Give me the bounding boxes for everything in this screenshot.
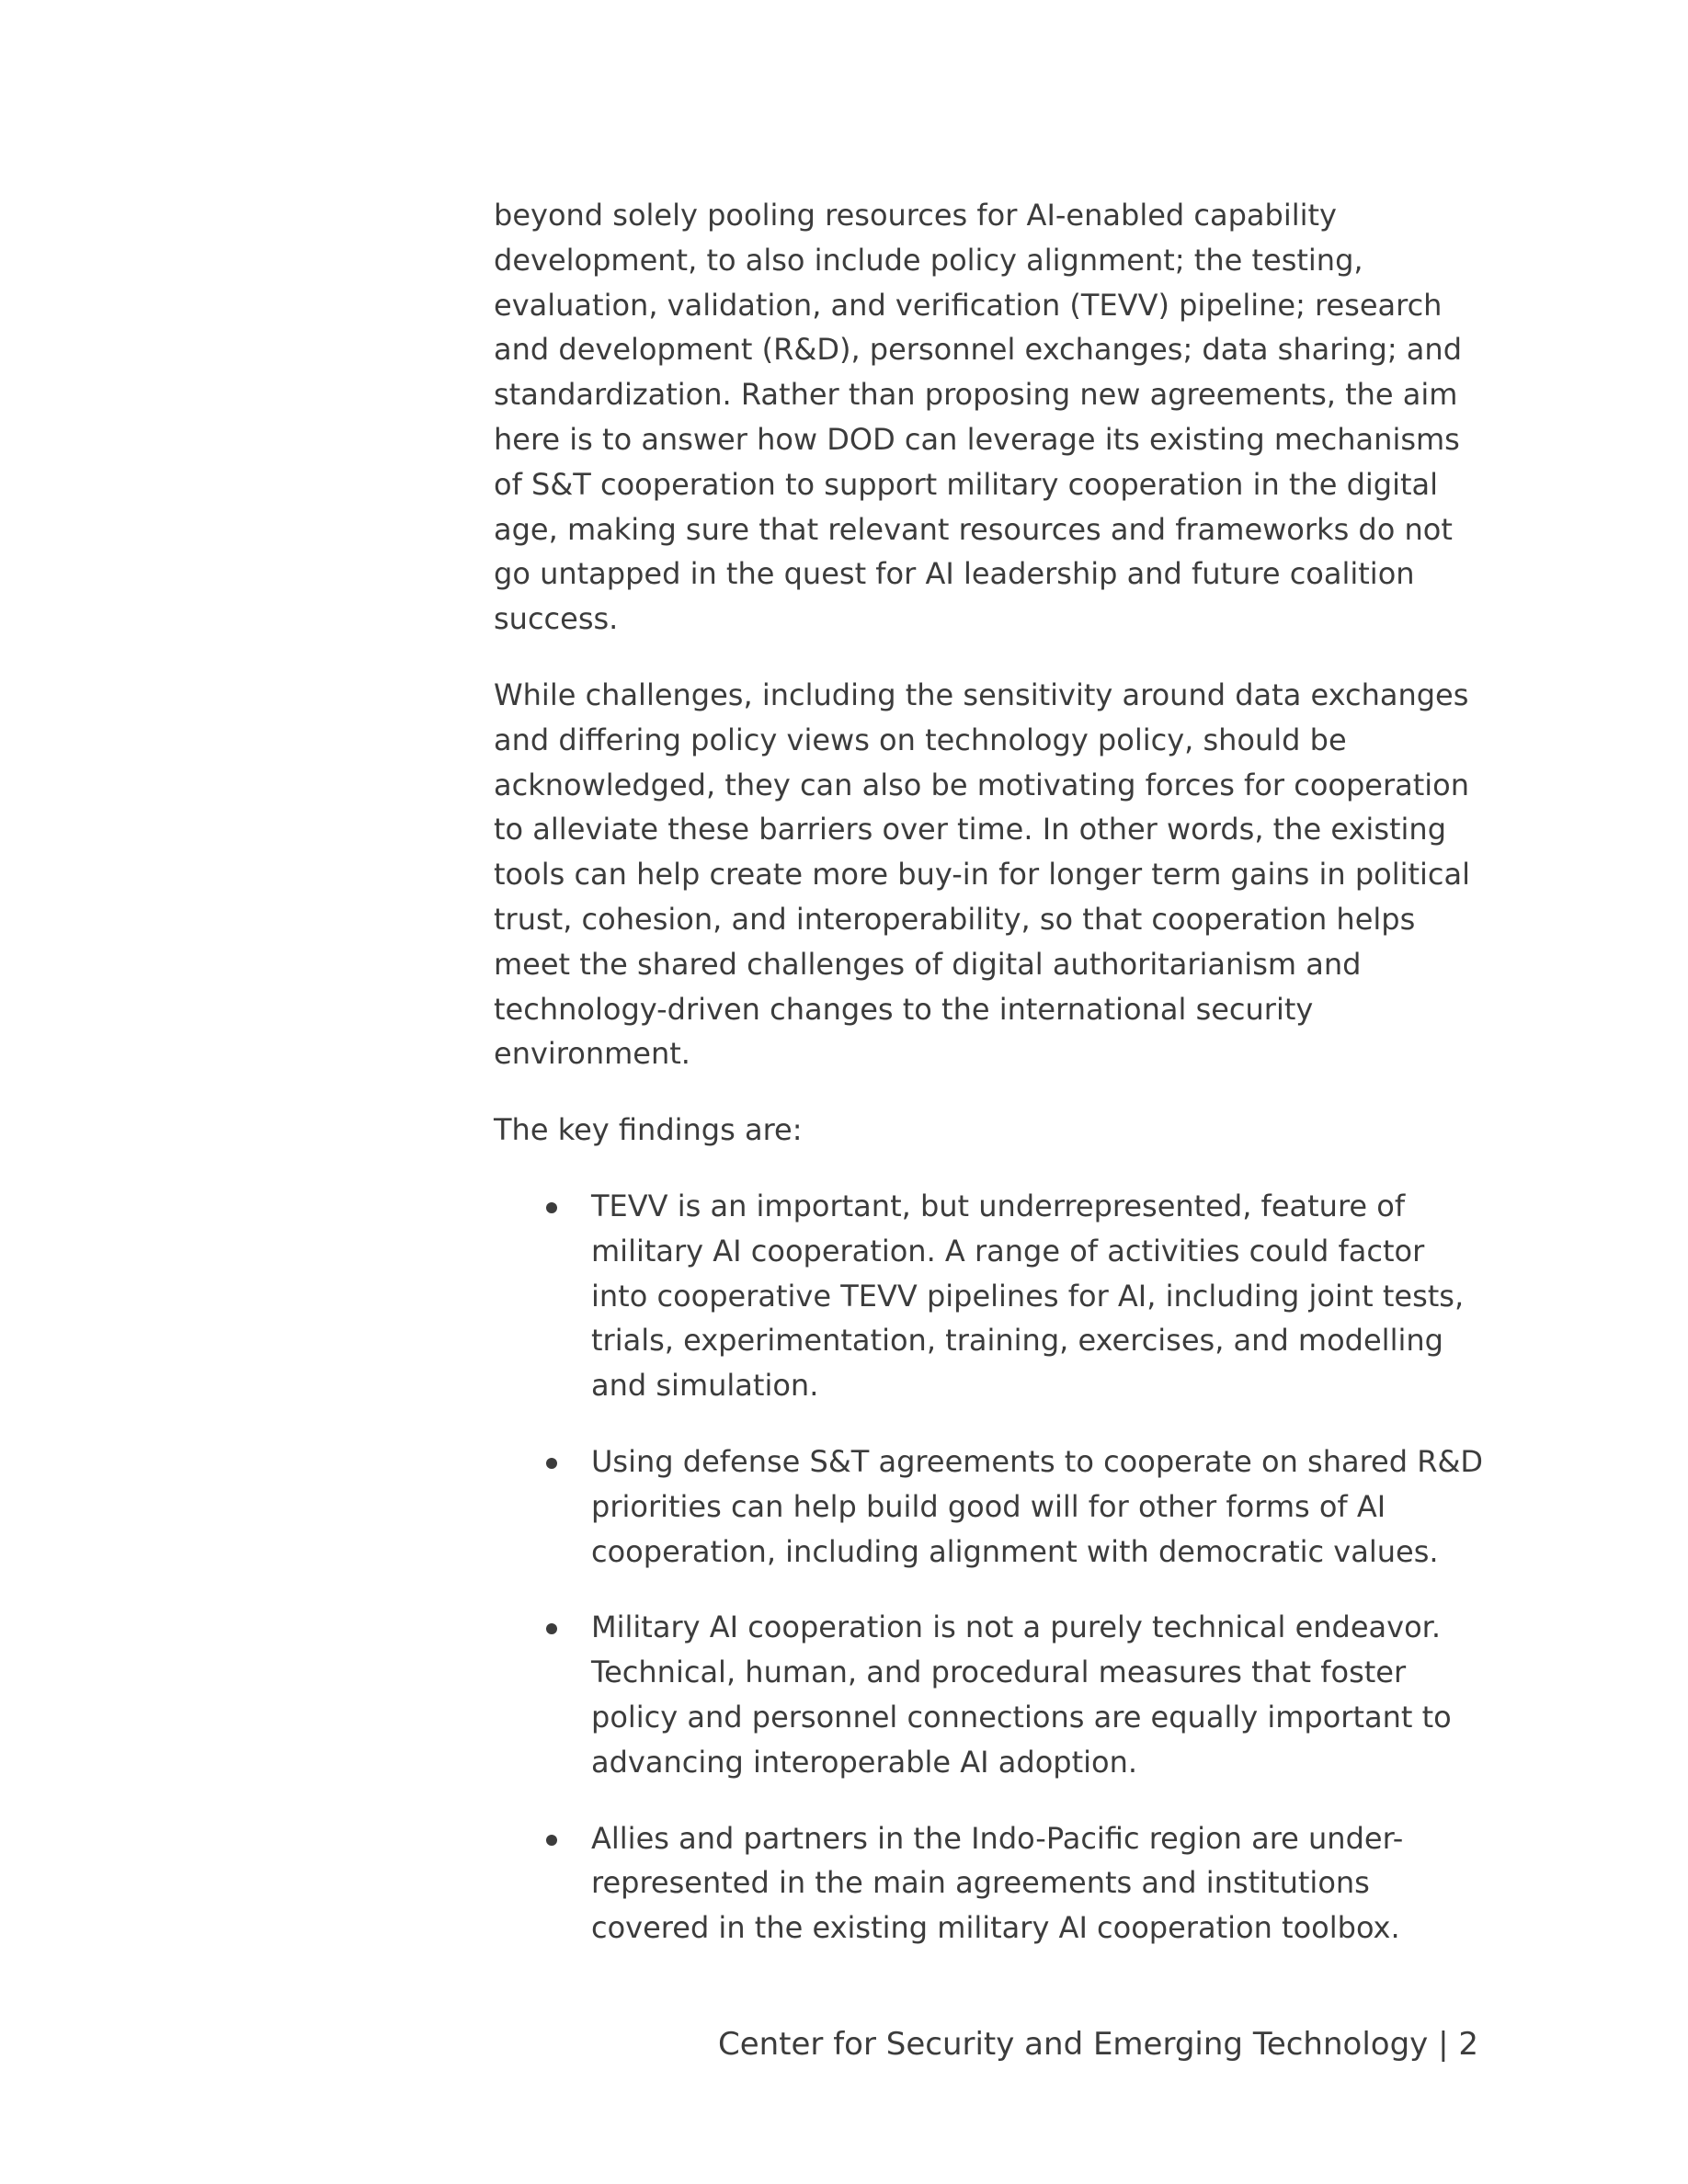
finding-text: Allies and partners in the Indo-Pacific region are under-represented in the main agreements and institutions covered in the existing military AI cooperation toolbox. bbox=[591, 1820, 1404, 1946]
key-findings-intro: The key findings are: bbox=[494, 1112, 803, 1148]
body-paragraph-2: While challenges, including the sensitivity around data exchanges and differing policy views on technology policy, should be acknowledged, they can also be motivating forces for cooperation to alleviate these barriers over time. In other words, the existing tools can help create more buy-in for longer term gains in political trust, cohesion, and interoperability, so that cooperation helps meet the shared challenges of digital authoritarianism and technology-driven changes to the international security environment. bbox=[494, 677, 1471, 1072]
finding-text: TEVV is an important, but underrepresented, feature of military AI cooperation. A range of activities could factor into cooperative TEVV pipelines for AI, including joint tests, trials, experimentation, training, exercises, and modelling and simulation. bbox=[591, 1188, 1465, 1404]
bullet-icon bbox=[546, 1202, 557, 1213]
page-number: 2 bbox=[1458, 2026, 1478, 2063]
key-findings-list bbox=[494, 1184, 1487, 1951]
bullet-icon bbox=[546, 1835, 557, 1846]
list-item bbox=[494, 1184, 1487, 1408]
page-footer bbox=[718, 2022, 1478, 2066]
footer-organization: Center for Security and Emerging Technology bbox=[717, 2026, 1429, 2063]
finding-text: Military AI cooperation is not a purely technical endeavor. Technical, human, and procedural measures that foster policy and personnel connections are equally important to advancing interoperable AI adoption. bbox=[591, 1610, 1452, 1780]
bullet-icon bbox=[546, 1458, 557, 1469]
list-item bbox=[494, 1816, 1487, 1951]
finding-text: Using defense S&T agreements to cooperate on shared R&D priorities can help build good will for other forms of AI cooperation, including alignment with democratic values. bbox=[591, 1443, 1484, 1569]
body-paragraph-1: beyond solely pooling resources for AI-enabled capability development, to also include policy alignment; the testing, evaluation, validation, and verification (TEVV) pipeline; research and development (R&D), personnel exchanges; data sharing; and standardization. Rather than proposing new agreements, the aim here is to answer how DOD can leverage its existing mechanisms of S&T cooperation to support military cooperation in the digital age, making sure that relevant resources and frameworks do not go untapped in the quest for AI leadership and future coalition success. bbox=[494, 198, 1462, 637]
page-body bbox=[494, 193, 1487, 1982]
bullet-icon bbox=[546, 1623, 557, 1634]
footer-separator: | bbox=[1428, 2026, 1459, 2063]
list-item bbox=[494, 1439, 1487, 1574]
list-item bbox=[494, 1605, 1487, 1784]
